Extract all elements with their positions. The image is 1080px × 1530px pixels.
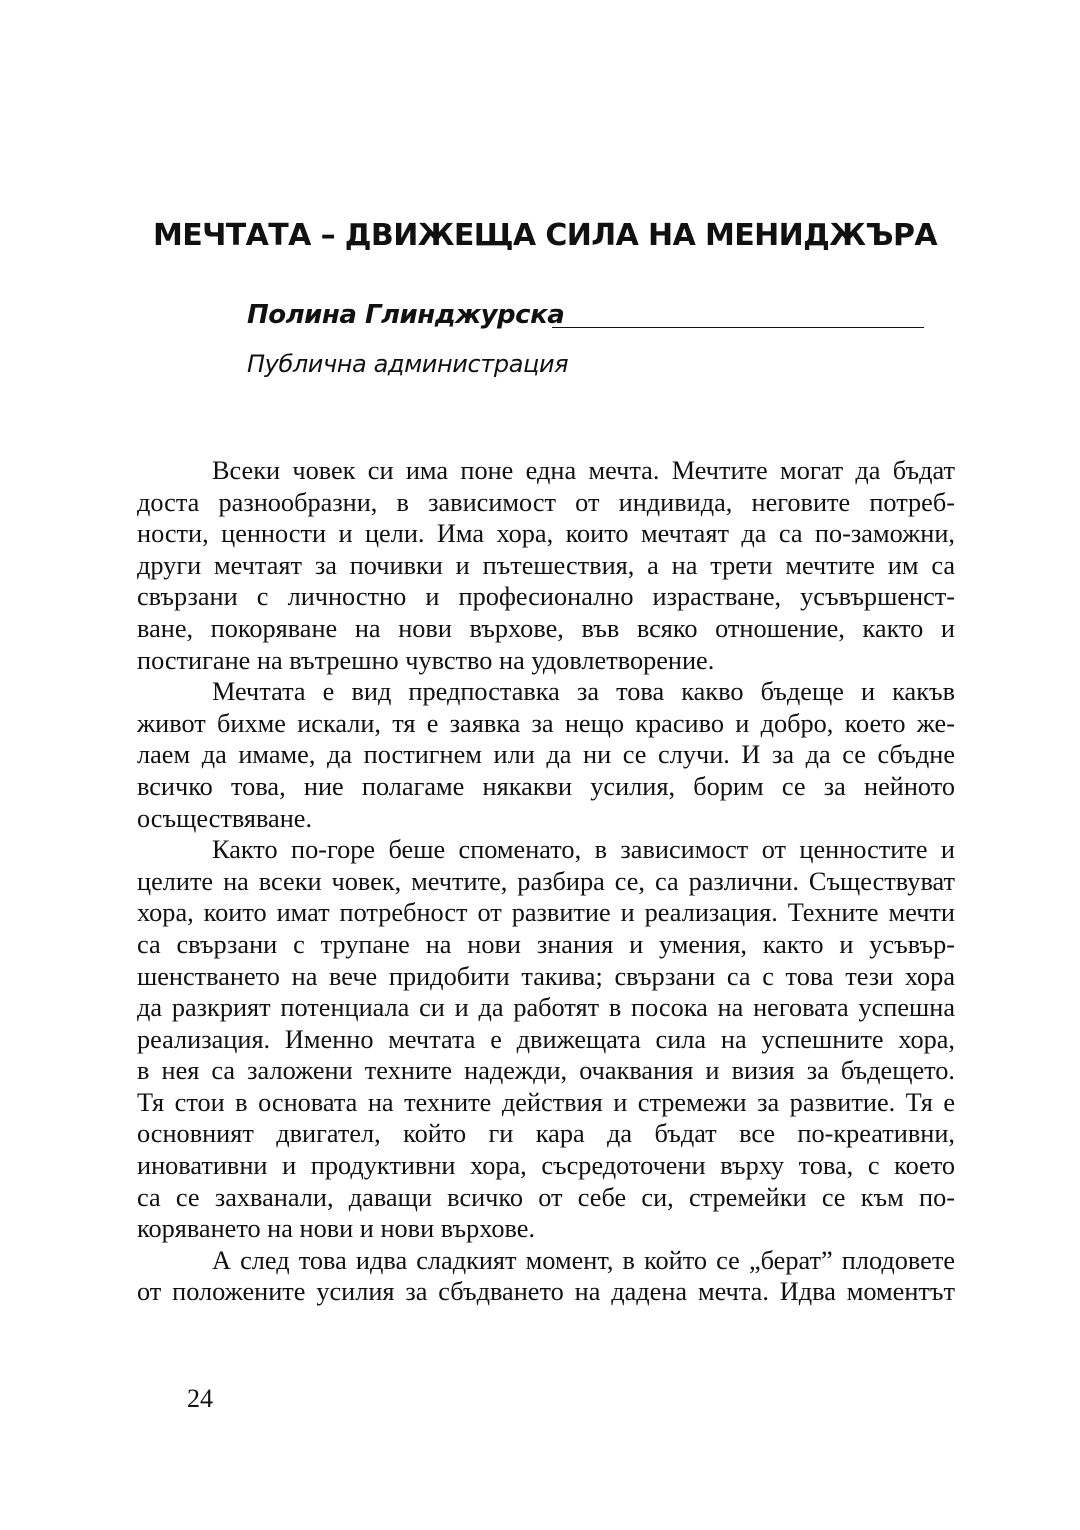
text-line: други мечтаят за почивки и пътешествия, а на трети мечтите им са [137,550,955,580]
text-line: в нея са заложени техните надежди, очаквания и визия за бъдещето. [137,1056,955,1086]
text-line: свързани с личностно и професионално израстване, усъвършенст- [137,582,955,612]
text-line: всичко това, ние полагаме някакви усилия, борим се за нейното [137,771,955,801]
text-line: Мечтата е вид предпоставка за това какво бъдеще и какъв [212,677,955,707]
author-name: Полина Глинджурска [247,300,565,330]
text-line: Всеки човек си има поне една мечта. Мечтите могат да бъдат [212,456,955,485]
paragraph [137,834,955,1245]
text-line: да разкрият потенциала си и да работят в посока на неговата успешна [137,993,955,1023]
article-title: МЕЧТАТА – ДВИЖЕЩА СИЛА НА МЕНИДЖЪРА [152,218,938,253]
text-line: осъществяване. [137,803,313,833]
text-line: ване, покоряване на нови върхове, във всяко отношение, както и [137,613,955,643]
text-line: лаем да имаме, да постигнем или да ни се случи. И за да се сбъдне [137,740,955,770]
text-line: са се захванали, даващи всичко от себе си, стремейки се към по- [137,1182,955,1212]
text-line: ности, ценности и цели. Има хора, които мечтаят да са по-заможни, [137,519,955,549]
text-line: доста разнообразни, в зависимост от индивида, неговите потреб- [137,487,955,517]
text-line: Тя стои в основата на техните действия и стремежи за развитие. Тя е [137,1087,955,1117]
text-line: А след това идва сладкият момент, в който се „берат” плодовете [212,1245,955,1275]
text-line: иновативни и продуктивни хора, съсредоточени върху това, с което [137,1151,955,1181]
text-line: реализация. Именно мечтата е движещата сила на успешните хора, [137,1024,955,1054]
paragraph [137,676,955,834]
page-number: 24 [187,1384,213,1413]
author-affiliation: Публична администрация [247,350,569,378]
text-line: целите на всеки човек, мечтите, разбира се, са различни. Съществуват [137,866,955,896]
paragraph [137,1245,955,1308]
text-line: Както по-горе беше споменато, в зависимост от ценностите и [212,835,955,865]
text-line: коряването на нови и нови върхове. [137,1214,536,1244]
paragraph [137,455,955,676]
text-line: основният двигател, който ги кара да бъдат все по-креативни, [137,1119,955,1149]
author-divider-line [552,327,924,328]
text-line: живот бихме искали, тя е заявка за нещо красиво и добро, което же- [137,708,955,738]
text-line: от положените усилия за сбъдването на дадена мечта. Идва моментът [137,1277,955,1307]
text-line: хора, които имат потребност от развитие и реализация. Техните мечти [137,898,955,928]
text-line: шенстването на вече придобити такива; свързани са с това тези хора [137,961,955,991]
author-row [247,300,927,340]
text-line: са свързани с трупане на нови знания и умения, както и усъвър- [137,929,955,959]
text-line: постигане на вътрешно чувство на удовлетворение. [137,645,715,675]
article-body [137,455,955,1308]
